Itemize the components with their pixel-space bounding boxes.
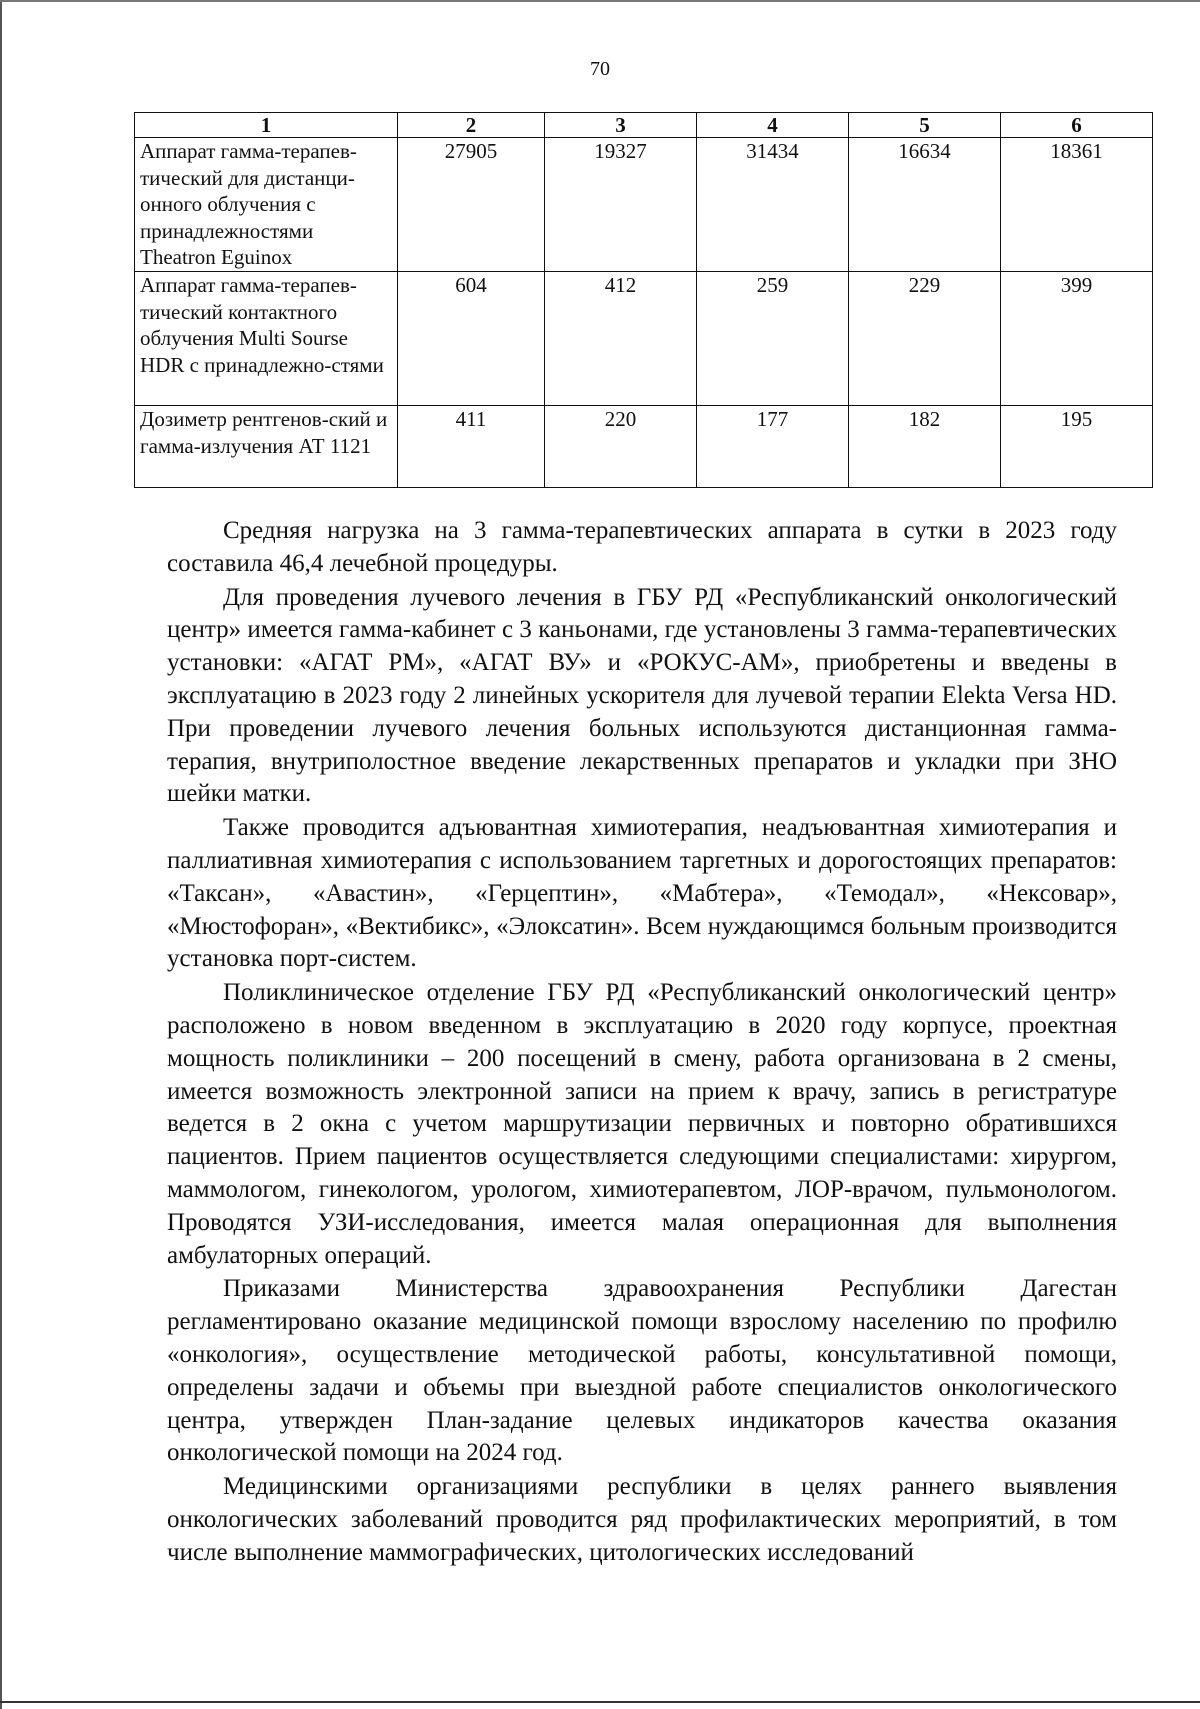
paragraph: Приказами Министерства здравоохранения Республики Дагестан регламентировано оказание медицинской помощи взрослому населению по профилю «онкология», осуществление методической работы, консультативной помощи, определены задачи и объемы при выездной работе специалистов онкологического центра, утвержден План-задание целевых индикаторов качества оказания онкологической помощи на 2024 год. — [167, 1275, 1117, 1467]
value-cell: 195 — [1001, 406, 1153, 488]
value-cell: 31434 — [697, 138, 849, 272]
paragraph: Поликлиническое отделение ГБУ РД «Республиканский онкологический центр» расположено в новом введенном в эксплуатацию в 2020 году корпусе, проектная мощность поликлиники – 200 посещений в смену, работа организована в 2 смены, имеется возможность электронной записи на прием к врачу, запись в регистратуре ведется в 2 окна с учетом маршрутизации первичных и повторно обратившихся пациентов. Прием пациентов осуществляется следующими специалистами: хирургом, маммологом, гинекологом, урологом, химиотерапевтом, ЛОР-врачом, пульмонологом. Проводятся УЗИ-исследования, имеется малая операционная для выполнения амбулаторных операций. — [167, 979, 1117, 1269]
table-row — [135, 138, 1153, 272]
scan-edge-left — [0, 0, 2, 1709]
page-number: 70 — [590, 58, 610, 80]
column-header: 1 — [135, 113, 398, 138]
scan-edge-top — [0, 0, 1200, 2]
paragraph: Также проводится адъювантная химиотерапия, неадъювантная химиотерапия и паллиативная химиотерапия с использованием таргетных и дорогостоящих препаратов: «Таксан», «Авастин», «Герцептин», «Мабтера», «Темодал», «Нексовар», «Мюстофоран», «Вектибикс», «Элоксатин». Всем нуждающимся больным производится установка порт-систем. — [167, 814, 1117, 973]
value-cell: 411 — [398, 406, 545, 488]
table-header-row — [135, 113, 1153, 138]
column-header: 3 — [545, 113, 697, 138]
equipment-name-cell: Аппарат гамма-терапев-тический контактного облучения Multi Sourse HDR с принадлежно-стями — [135, 272, 398, 406]
value-cell: 604 — [398, 272, 545, 406]
scan-edge-bottom — [0, 1701, 1200, 1703]
value-cell: 16634 — [849, 138, 1001, 272]
value-cell: 18361 — [1001, 138, 1153, 272]
value-cell: 259 — [697, 272, 849, 406]
value-cell: 412 — [545, 272, 697, 406]
equipment-name-cell: Аппарат гамма-терапев-тический для дистанци-онного облучения с принадлежностями Theatron Eguinox — [135, 138, 398, 272]
value-cell: 177 — [697, 406, 849, 488]
value-cell: 27905 — [398, 138, 545, 272]
column-header: 5 — [849, 113, 1001, 138]
table-row — [135, 406, 1153, 488]
value-cell: 220 — [545, 406, 697, 488]
table-row — [135, 272, 1153, 406]
paragraph: Средняя нагрузка на 3 гамма-терапевтических аппарата в сутки в 2023 году составила 46,4 лечебной процедуры. — [167, 517, 1117, 577]
paragraph: Медицинскими организациями республики в целях раннего выявления онкологических заболеваний проводится ряд профилактических мероприятий, в том числе выполнение маммографических, цитологических исследований — [167, 1473, 1117, 1566]
value-cell: 229 — [849, 272, 1001, 406]
column-header: 2 — [398, 113, 545, 138]
equipment-table — [134, 112, 1153, 488]
paragraph: Для проведения лучевого лечения в ГБУ РД «Республиканский онкологический центр» имеется гамма-кабинет с 3 каньонами, где установлены 3 гамма-терапевтических установки: «АГАТ РМ», «АГАТ ВУ» и «РОКУС-АМ», приобретены и введены в эксплуатацию в 2023 году 2 линейных ускорителя для лучевой терапии Elekta Versa HD. При проведении лучевого лечения больных используются дистанционная гамма-терапия, внутриполостное введение лекарственных препаратов и укладки при ЗНО шейки матки. — [167, 583, 1117, 808]
document-body — [167, 515, 1117, 1571]
column-header: 6 — [1001, 113, 1153, 138]
value-cell: 399 — [1001, 272, 1153, 406]
value-cell: 182 — [849, 406, 1001, 488]
equipment-name-cell: Дозиметр рентгенов-ский и гамма-излучения АТ 1121 — [135, 406, 398, 488]
column-header: 4 — [697, 113, 849, 138]
value-cell: 19327 — [545, 138, 697, 272]
